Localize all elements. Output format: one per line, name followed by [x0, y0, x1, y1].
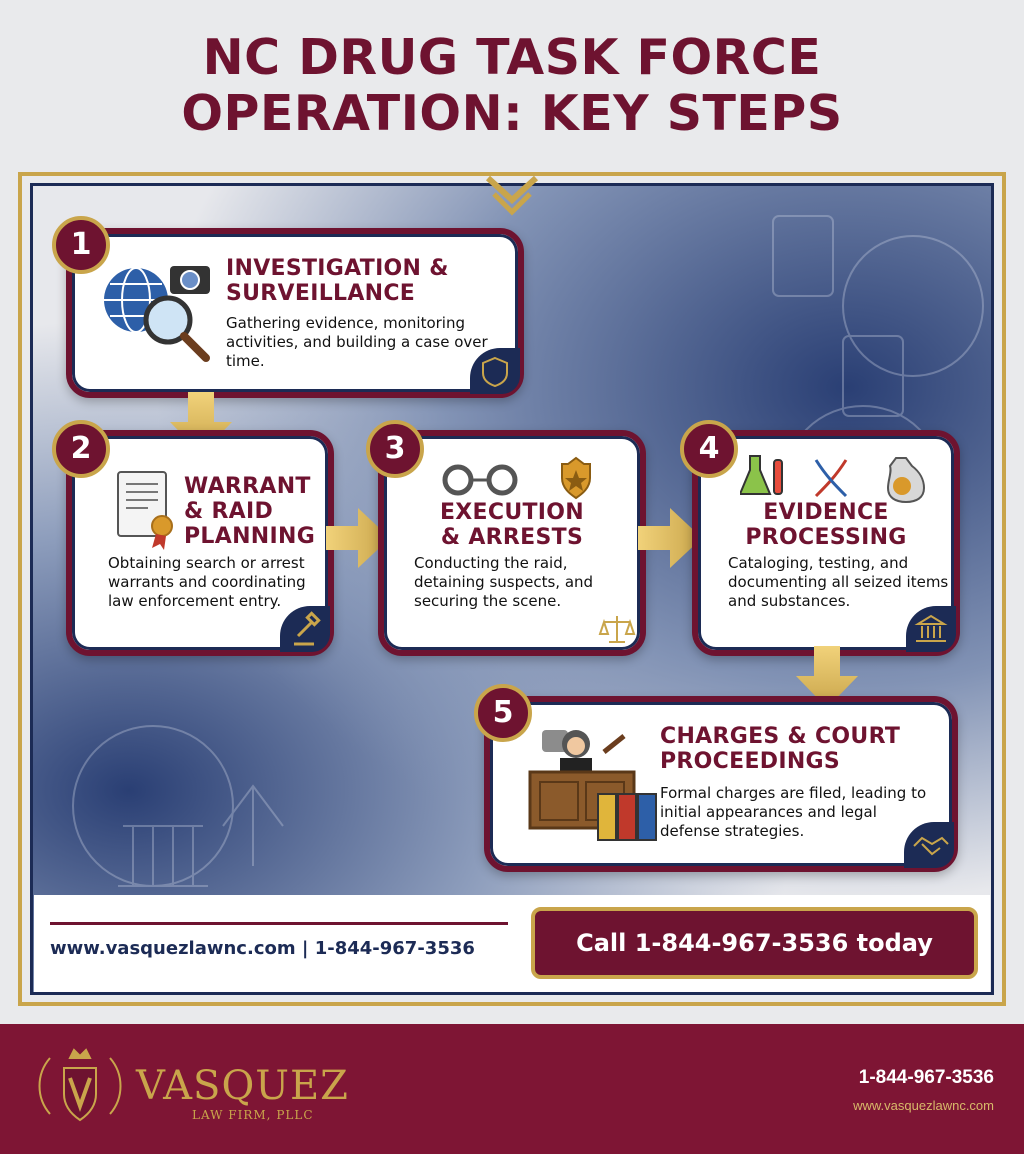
step-5-title: CHARGES & COURT PROCEEDINGS: [660, 724, 901, 774]
step-4-number: 4: [680, 420, 738, 478]
step-5-number: 5: [474, 684, 532, 742]
brand-phone[interactable]: 1-844-967-3536: [858, 1067, 994, 1088]
step-5-desc: Formal charges are filed, leading to initial appearances and legal defense strategies.: [660, 784, 927, 840]
page-title: [0, 30, 1024, 142]
step-3-desc: Conducting the raid, detaining suspects, and securing the scene.: [414, 554, 594, 610]
step-4-title: EVIDENCE PROCESSING: [745, 500, 907, 550]
footer-divider: [50, 922, 508, 925]
scales-icon: [592, 606, 642, 652]
title-line-1: NC DRUG TASK FORCE: [202, 29, 822, 86]
step-1-number: 1: [52, 216, 110, 274]
step-3-title: EXECUTION & ARRESTS: [439, 500, 585, 550]
handcuffs-badge-icon: [440, 454, 610, 504]
step-1-title: INVESTIGATION & SURVEILLANCE: [226, 256, 449, 306]
brand-subtitle: LAW FIRM, PLLC: [192, 1108, 314, 1122]
scales-shield-icon: [470, 348, 520, 394]
step-card-2: [66, 430, 334, 656]
brand-name: VASQUEZ: [136, 1063, 349, 1109]
judge-courtroom-icon: [528, 722, 668, 842]
step-card-1: [66, 228, 524, 398]
website-phone-link[interactable]: www.vasquezlawnc.com | 1-844-967-3536: [50, 938, 475, 959]
step-2-desc: Obtaining search or arrest warrants and coordinating law enforcement entry.: [108, 554, 306, 610]
step-1-desc: Gathering evidence, monitoring activities, and building a case over time.: [226, 314, 488, 370]
step-2-title: WARRANT & RAID PLANNING: [184, 474, 316, 549]
step-card-5: [484, 696, 958, 872]
title-line-2: OPERATION: KEY STEPS: [181, 85, 843, 142]
courthouse-icon: [906, 606, 956, 652]
magnifier-globe-camera-icon: [98, 258, 228, 368]
brand-website[interactable]: www.vasquezlawnc.com: [853, 1098, 994, 1113]
step-4-desc: Cataloging, testing, and documenting all seized items and substances.: [728, 554, 949, 610]
handshake-icon: [904, 822, 954, 868]
call-today-button[interactable]: Call 1-844-967-3536 today: [531, 907, 978, 979]
step-3-number: 3: [366, 420, 424, 478]
step-2-number: 2: [52, 420, 110, 478]
law-firm-crest-logo-icon: [30, 1044, 130, 1134]
chevron-down-icon: [484, 172, 540, 222]
warrant-document-icon: [116, 470, 182, 550]
gavel-icon: [280, 606, 330, 652]
